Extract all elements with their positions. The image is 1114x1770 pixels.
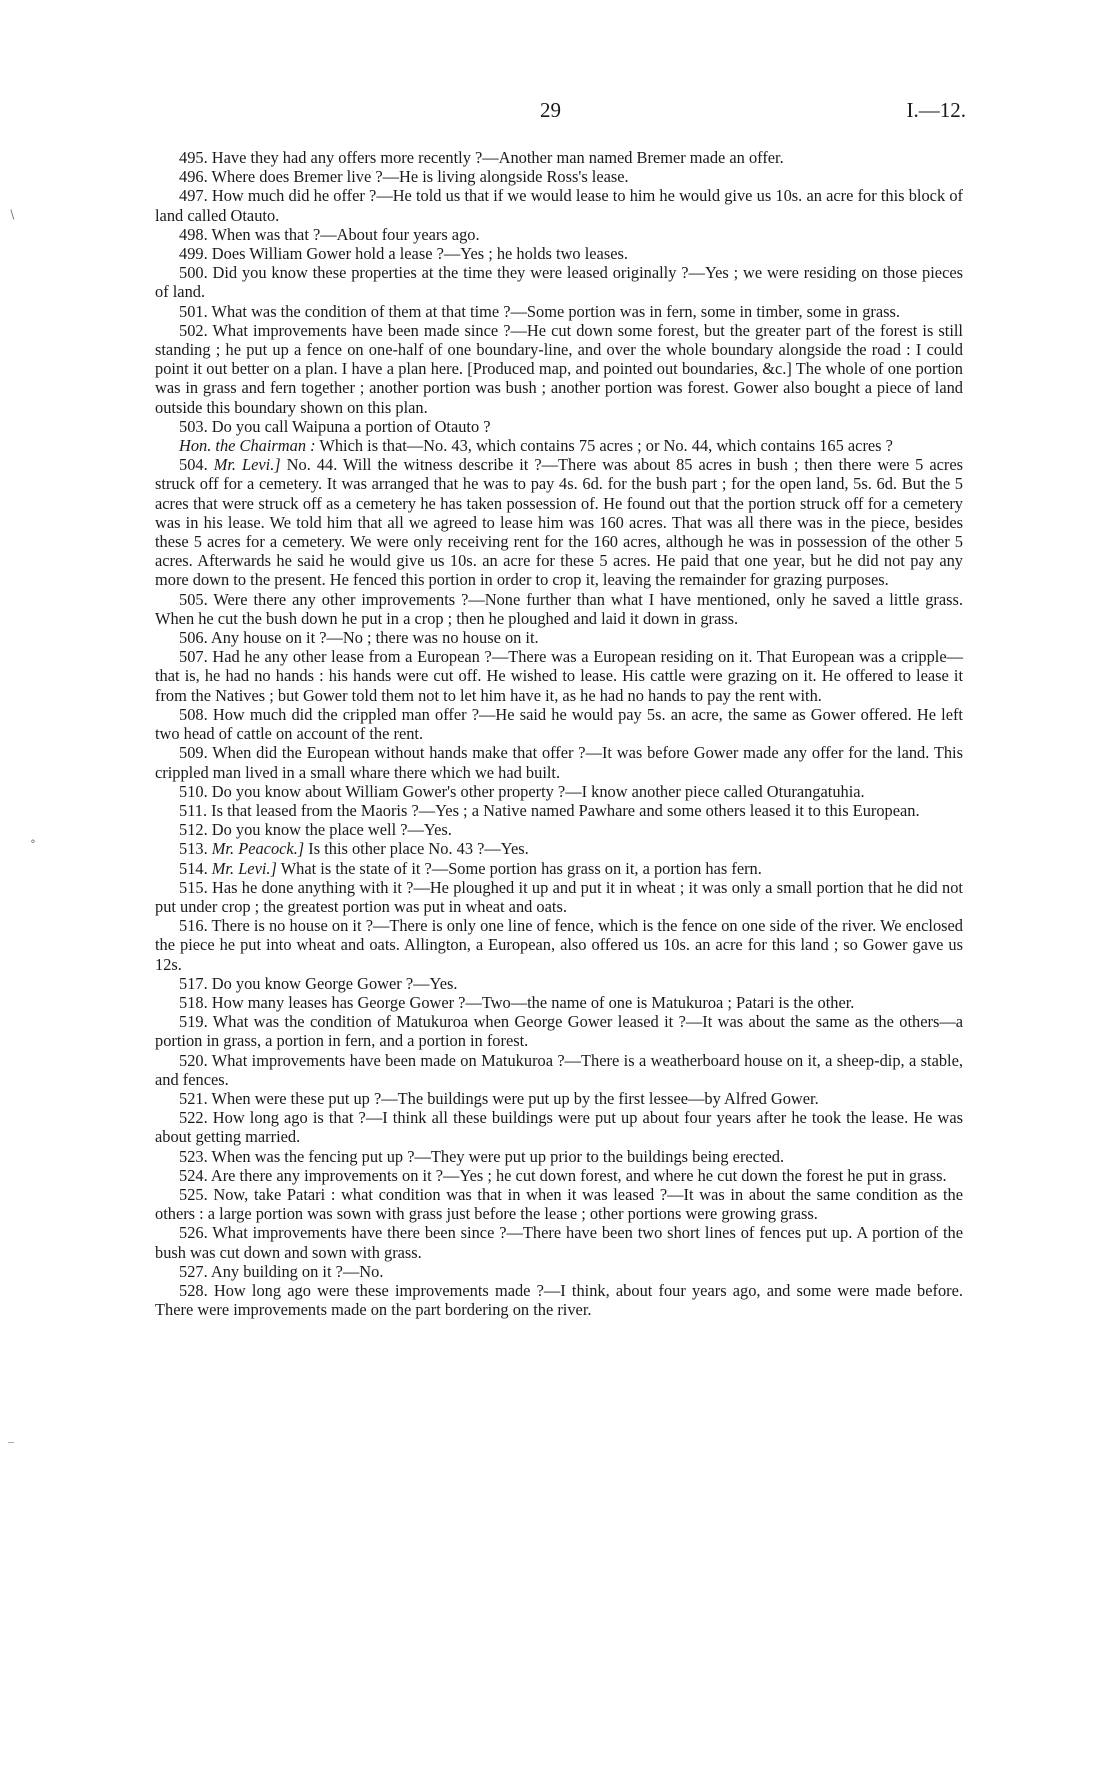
paragraph-text: 524. Are there any improvements on it ?—Yes ; he cut down forest, and where he cut down the forest he put in grass.: [179, 1165, 947, 1185]
testimony-paragraph: [155, 167, 963, 186]
testimony-paragraph: [155, 801, 963, 820]
speaker-label: Mr. Levi.]: [213, 455, 281, 475]
testimony-paragraph: [155, 148, 963, 167]
paragraph-text: 521. When were these put up ?—The buildings were put up by the first lessee—by Alfred Gower.: [179, 1088, 819, 1108]
scan-mark: ∘: [30, 834, 36, 848]
paragraph-text: 499. Does William Gower hold a lease ?—Yes ; he holds two leases.: [179, 244, 628, 264]
testimony-paragraph: [155, 1185, 963, 1223]
speaker-label: Mr. Levi.]: [211, 858, 277, 878]
paragraph-text: Which is that—No. 43, which contains 75 acres ; or No. 44, which contains 165 acres ?: [315, 436, 893, 456]
testimony-paragraph: [155, 916, 963, 974]
testimony-paragraph: [155, 878, 963, 916]
paragraph-text: 519. What was the condition of Matukuroa when George Gower leased it ?—It was about the same as the others—a portion in grass, a portion in fern, and a portion in forest.: [155, 1012, 963, 1051]
testimony-paragraph: [155, 1051, 963, 1089]
paragraph-text: 507. Had he any other lease from a European ?—There was a European residing on it. That European was a cripple—that is, he had no hands : his hands were cut off. He wished to lease. His cattle were grazing on it. He offered to lease it from the Natives ; but Gower told them not to let him have it, as he had no hands to pay the rent with.: [155, 647, 963, 705]
paragraph-text: 515. Has he done anything with it ?—He ploughed it up and put it in wheat ; it was only a small portion that he did not put under crop ; the greatest portion was put in wheat and oats.: [155, 877, 963, 916]
document-body: [155, 148, 963, 1319]
testimony-paragraph: [155, 244, 963, 263]
testimony-paragraph: [155, 993, 963, 1012]
page-number: 29: [540, 98, 561, 122]
paragraph-text: 498. When was that ?—About four years ago.: [179, 224, 480, 244]
testimony-paragraph: [155, 417, 963, 436]
testimony-paragraph: [155, 302, 963, 321]
paragraph-text: 496. Where does Bremer live ?—He is living alongside Ross's lease.: [179, 167, 629, 187]
testimony-paragraph: [155, 859, 963, 878]
document-reference: I.—12.: [906, 98, 966, 122]
testimony-paragraph: [155, 1262, 963, 1281]
paragraph-text: 497. How much did he offer ?—He told us that if we would lease to him he would give us 10s. an acre for this block of land called Otauto.: [155, 186, 963, 225]
paragraph-text: 516. There is no house on it ?—There is only one line of fence, which is the fence on one side of the river. We enclosed the piece he put into wheat and oats. Allington, a European, also offered us 10s. an acre for this land ; so Gower gave us 12s.: [155, 916, 963, 974]
testimony-paragraph: [155, 839, 963, 858]
scan-mark: –: [8, 1434, 14, 1448]
paragraph-text: 526. What improvements have there been since ?—There have been two short lines of fences put up. A portion of the bush was cut down and sown with grass.: [155, 1223, 963, 1262]
paragraph-text: 506. Any house on it ?—No ; there was no house on it.: [179, 628, 539, 648]
testimony-paragraph: [155, 186, 963, 224]
testimony-paragraph: [155, 1281, 963, 1319]
paragraph-text: 501. What was the condition of them at that time ?—Some portion was in fern, some in timber, some in grass.: [179, 301, 901, 321]
testimony-paragraph: [155, 628, 963, 647]
scan-mark: ∖: [8, 208, 16, 222]
testimony-paragraph: [155, 1147, 963, 1166]
paragraph-text: 502. What improvements have been made since ?—He cut down some forest, but the greater part of the forest is still standing ; he put up a fence on one-half of one boundary-line, and over the whole boundary alongside the road : I could point it out better on a plan. I have a plan here. [Produced map, and pointed out boundaries, &c.] The whole of one portion was in grass and fern together ; another portion was bush ; another portion was forest. Gower also bought a piece of land outside this boundary shown on this plan.: [155, 320, 963, 417]
question-number: 514.: [179, 858, 212, 878]
paragraph-text: 495. Have they had any offers more recently ?—Another man named Bremer made an offer.: [179, 148, 784, 167]
testimony-paragraph: [155, 743, 963, 781]
paragraph-text: 510. Do you know about William Gower's other property ?—I know another piece called Oturangatuhia.: [179, 781, 865, 801]
question-number: 504.: [179, 455, 214, 475]
paragraph-text: 522. How long ago is that ?—I think all these buildings were put up about four years after he took the lease. He was about getting married.: [155, 1108, 963, 1147]
testimony-paragraph: [155, 647, 963, 705]
testimony-paragraph: [155, 1108, 963, 1146]
question-number: 513.: [179, 839, 212, 859]
testimony-paragraph: [155, 455, 963, 589]
paragraph-text: 508. How much did the crippled man offer ?—He said he would pay 5s. an acre, the same as Gower offered. He left two head of cattle on account of the rent.: [155, 704, 963, 744]
paragraph-text: 517. Do you know George Gower ?—Yes.: [179, 973, 458, 993]
page-header: [0, 98, 1114, 128]
testimony-paragraph: [155, 705, 963, 743]
testimony-paragraph: [155, 1223, 963, 1261]
testimony-paragraph: [155, 263, 963, 301]
paragraph-text: Is this other place No. 43 ?—Yes.: [304, 839, 529, 859]
speaker-label: Hon. the Chairman :: [179, 436, 316, 456]
paragraph-text: 511. Is that leased from the Maoris ?—Yes ; a Native named Pawhare and some others leased it to this European.: [179, 800, 920, 820]
paragraph-text: 523. When was the fencing put up ?—They were put up prior to the buildings being erected.: [179, 1146, 785, 1166]
testimony-paragraph: [155, 590, 963, 628]
paragraph-text: 520. What improvements have been made on Matukuroa ?—There is a weatherboard house on it, a sheep-dip, a stable, and fences.: [155, 1050, 963, 1089]
paragraph-text: 500. Did you know these properties at the time they were leased originally ?—Yes ; we were residing on those pieces of land.: [155, 263, 963, 302]
paragraph-text: 509. When did the European without hands make that offer ?—It was before Gower made any offer for the land. This crippled man lived in a small whare there which we had built.: [155, 743, 963, 782]
paragraph-text: 525. Now, take Patari : what condition was that in when it was leased ?—It was in about the same condition as the others : a large portion was sown with grass just before the lease ; other portions were growing grass.: [155, 1184, 963, 1224]
testimony-paragraph: [155, 1012, 963, 1050]
paragraph-text: 528. How long ago were these improvements made ?—I think, about four years ago, and some were made before. There were improvements made on the part bordering on the river.: [155, 1280, 963, 1320]
paragraph-text: 503. Do you call Waipuna a portion of Otauto ?: [179, 416, 491, 436]
testimony-paragraph: [155, 1166, 963, 1185]
testimony-paragraph: [155, 225, 963, 244]
testimony-paragraph: [155, 321, 963, 417]
paragraph-text: 518. How many leases has George Gower ?—Two—the name of one is Matukuroa ; Patari is the other.: [179, 992, 855, 1012]
paragraph-text: What is the state of it ?—Some portion has grass on it, a portion has fern.: [276, 858, 762, 878]
paragraph-text: 505. Were there any other improvements ?—None further than what I have mentioned, only he saved a little grass. When he cut the bush down he put in a crop ; then he ploughed and laid it down in grass.: [155, 589, 963, 628]
testimony-paragraph: [155, 782, 963, 801]
testimony-paragraph: [155, 1089, 963, 1108]
paragraph-text: 527. Any building on it ?—No.: [179, 1261, 384, 1281]
paragraph-text: No. 44. Will the witness describe it ?—There was about 85 acres in bush ; then there were 5 acres struck off for a cemetery. It was arranged that he was to pay 4s. 6d. for the bush part ; for the open land, 5s. 6d. But the 5 acres that were struck off as a cemetery he has taken possession of. He found out that the portion struck off for a cemetery was in his lease. We told him that all we agreed to lease him was 160 acres. That was all there was in the piece, besides these 5 acres for a cemetery. We were only receiving rent for the 160 acres, although he was in possession of the other 5 acres. Afterwards he said he would give us 10s. an acre for these 5 acres. He paid that one year, but he did not pay any more down to the present. He fenced this portion in order to crop it, leaving the remainder for grazing purposes.: [155, 455, 964, 590]
testimony-paragraph: [155, 820, 963, 839]
testimony-paragraph: [155, 436, 963, 455]
paragraph-text: 512. Do you know the place well ?—Yes.: [179, 820, 452, 840]
testimony-paragraph: [155, 974, 963, 993]
speaker-label: Mr. Peacock.]: [211, 839, 305, 859]
